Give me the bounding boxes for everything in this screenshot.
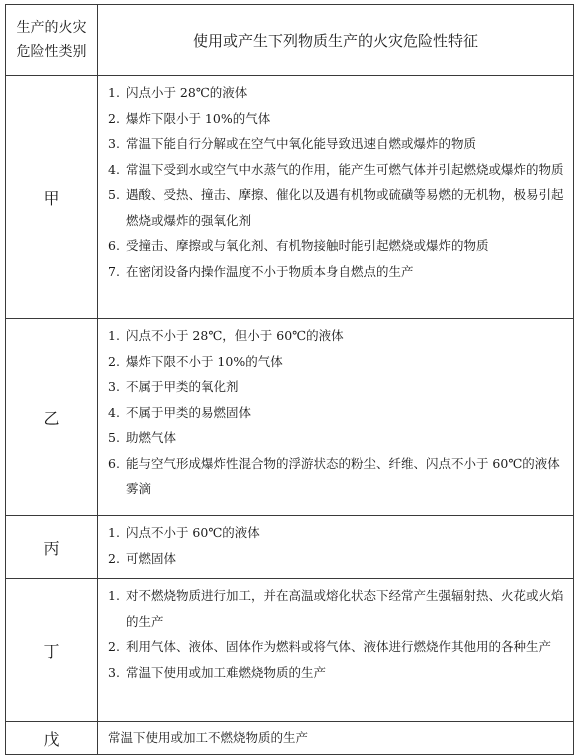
category-cell: 甲 — [6, 76, 98, 319]
list-item — [108, 349, 567, 375]
item-number: 1. — [108, 85, 120, 100]
item-number: 3. — [108, 136, 120, 151]
list-item — [108, 546, 567, 572]
item-number: 5. — [108, 187, 120, 202]
list-item — [108, 451, 567, 502]
list-item — [108, 106, 567, 132]
table-row-yi — [6, 319, 574, 516]
characteristics-cell: 常温下使用或加工不燃烧物质的生产 — [98, 722, 574, 755]
item-text: 能与空气形成爆炸性混合物的浮游状态的粉尘、纤维、闪点不小于 60℃的液体雾滴 — [125, 455, 560, 496]
item-text: 不属于甲类的易燃固体 — [125, 404, 251, 420]
item-text: 助燃气体 — [125, 430, 176, 445]
header-characteristics-cell: 使用或产生下列物质生产的火灾危险性特征 — [98, 5, 574, 76]
item-number: 4. — [108, 161, 120, 177]
item-number: 4. — [108, 404, 120, 420]
table-header-row — [6, 5, 574, 76]
list-item — [108, 259, 567, 285]
item-number: 1. — [108, 588, 120, 603]
list-item — [108, 400, 567, 426]
header-category-cell — [6, 5, 98, 76]
item-text: 遇酸、受热、撞击、摩擦、催化以及遇有机物或硫磺等易燃的无机物，极易引起燃烧或爆炸的强氧化剂 — [125, 187, 564, 228]
list-item — [108, 634, 567, 660]
header-category-line2: 危险性类别 — [16, 44, 87, 60]
item-text: 可燃固体 — [125, 550, 176, 566]
list-item — [108, 520, 567, 546]
item-number: 6. — [108, 455, 120, 471]
category-cell: 戊 — [6, 722, 98, 755]
category-cell: 丁 — [6, 579, 98, 722]
item-number: 3. — [108, 379, 120, 394]
item-text: 受撞击、摩擦或与氧化剂、有机物接触时能引起燃烧或爆炸的物质 — [125, 238, 489, 253]
item-number: 3. — [108, 664, 120, 680]
list-item — [108, 660, 567, 686]
item-number: 2. — [108, 639, 120, 654]
characteristics-cell — [98, 516, 574, 579]
table-row-ding — [6, 579, 574, 722]
item-number: 2. — [108, 550, 120, 566]
table-row-bing — [6, 516, 574, 579]
list-item — [108, 182, 567, 233]
category-cell: 乙 — [6, 319, 98, 516]
category-cell: 丙 — [6, 516, 98, 579]
table-row-wu — [6, 722, 574, 755]
item-number: 1. — [108, 328, 120, 343]
list-item — [108, 583, 567, 634]
list-item — [108, 374, 567, 400]
list-item — [108, 425, 567, 451]
item-number: 2. — [108, 110, 120, 126]
item-text: 在密闭设备内操作温度不小于物质本身自燃点的生产 — [125, 263, 414, 279]
list-item — [108, 323, 567, 349]
list-item — [108, 131, 567, 157]
characteristics-cell — [98, 76, 574, 319]
header-category-line1: 生产的火灾 — [16, 20, 87, 36]
item-text: 爆炸下限小于 10%的气体 — [125, 110, 271, 126]
item-text: 常温下受到水或空气中水蒸气的作用，能产生可燃气体并引起燃烧或爆炸的物质 — [125, 161, 564, 177]
fire-hazard-table — [5, 4, 574, 755]
item-number: 5. — [108, 430, 120, 445]
table-row-jia — [6, 76, 574, 319]
characteristics-cell — [98, 319, 574, 516]
item-text: 利用气体、液体、固体作为燃料或将气体、液体进行燃烧作其他用的各种生产 — [125, 639, 551, 654]
item-text: 闪点不小于 60℃的液体 — [125, 525, 260, 540]
list-item — [108, 157, 567, 183]
item-text: 闪点不小于 28℃，但小于 60℃的液体 — [125, 328, 344, 343]
item-number: 1. — [108, 525, 120, 540]
item-text: 对不燃烧物质进行加工，并在高温或熔化状态下经常产生强辐射热、火花或火焰的生产 — [125, 588, 564, 629]
item-number: 2. — [108, 353, 120, 369]
item-text: 不属于甲类的氧化剂 — [125, 379, 239, 394]
item-text: 常温下使用或加工难燃烧物质的生产 — [125, 664, 326, 680]
item-number: 7. — [108, 263, 120, 279]
item-text: 闪点小于 28℃的液体 — [125, 85, 248, 100]
list-item — [108, 80, 567, 106]
item-text: 爆炸下限不小于 10%的气体 — [125, 353, 283, 369]
list-item — [108, 233, 567, 259]
item-number: 6. — [108, 238, 120, 253]
characteristics-cell — [98, 579, 574, 722]
item-text: 常温下能自行分解或在空气中氧化能导致迅速自燃或爆炸的物质 — [125, 136, 476, 151]
